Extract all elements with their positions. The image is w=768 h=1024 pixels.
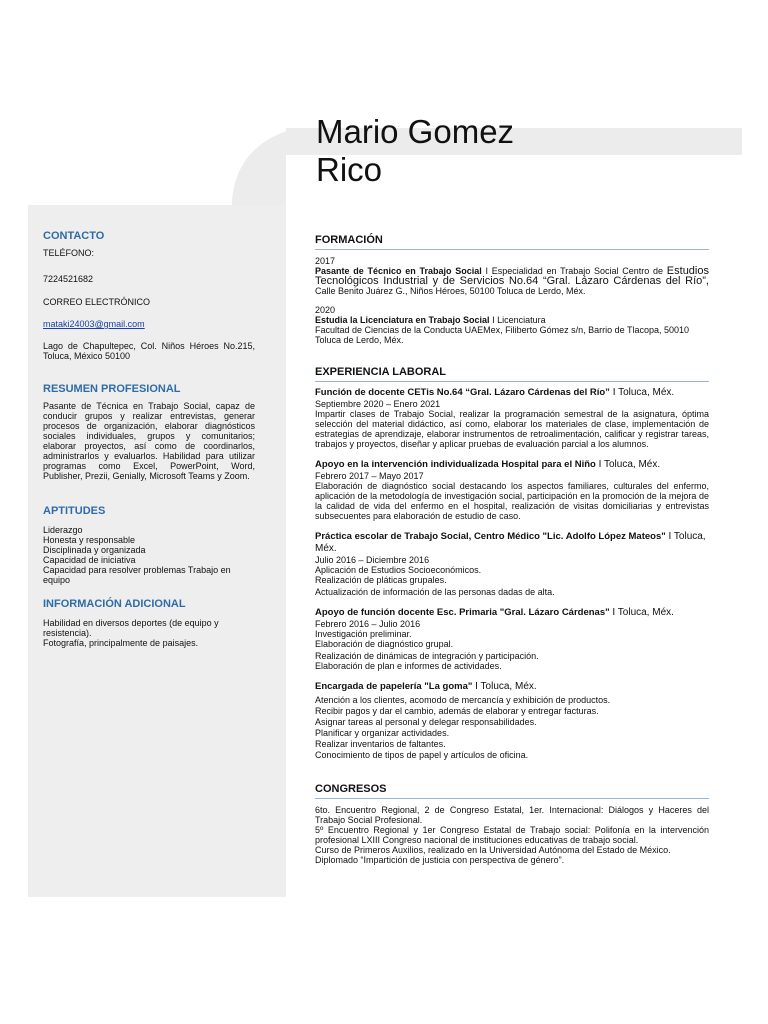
- job-location: I Toluca, Méx.: [609, 607, 674, 618]
- phone-number: 7224521682: [43, 274, 94, 284]
- candidate-name: [316, 113, 514, 189]
- job-title: Práctica escolar de Trabajo Social, Centro Médico "Lic. Adolfo López Mateos": [315, 531, 666, 542]
- job-task: Realización de pláticas grupales.: [315, 575, 447, 585]
- education-entry: [315, 305, 709, 345]
- job-description: Impartir clases de Trabajo Social, realizar la programación semestral de la asignatura, óptima selección del material didáctico, así como, elaborar los materiales de clase, implementación de estrategias de aprendizaje, elaborar instrumentos de retroalimentación, calificar y registrar tareas, trabajos y proyectos, diseñar y aplicar pruebas de evaluación parcial a los alumnos.: [315, 409, 709, 449]
- job-task: Elaboración de diagnóstico grupal.: [315, 639, 454, 649]
- experience-heading: EXPERIENCIA LABORAL: [315, 365, 709, 382]
- job-task: Recibir pagos y dar el cambio, además de elaborar y entregar facturas.: [315, 706, 599, 716]
- skills-heading: APTITUDES: [43, 505, 106, 517]
- summary-heading: RESUMEN PROFESIONAL: [43, 383, 181, 395]
- congress-item: Curso de Primeros Auxilios, realizado en la Universidad Autónoma del Estado de México.: [315, 845, 671, 855]
- skill-item: Liderazgo: [43, 525, 83, 535]
- education-heading: FORMACIÓN: [315, 233, 709, 250]
- congresses-heading: CONGRESOS: [315, 782, 709, 799]
- job-entry: [315, 607, 709, 671]
- job-dates: Julio 2016 – Diciembre 2016: [315, 555, 430, 565]
- job-task: Conocimiento de tipos de papel y artículos de oficina.: [315, 750, 529, 760]
- contact-heading: CONTACTO: [43, 230, 105, 242]
- congress-item: Diplomado “Impartición de justicia con perspectiva de género”.: [315, 855, 565, 865]
- job-task: Realizar inventarios de faltantes.: [315, 739, 446, 749]
- summary-text: Pasante de Técnica en Trabajo Social, capaz de conducir grupos y realizar entrevistas, generar procesos de organización, elaborar diagnósticos sociales individuales, grupos y comunitarios; elaborar proyectos, así como de coordinarlos, administrarlos y evaluarlos. Habilidad para utilizar programas como Excel, PowerPoint, Word, Publisher, Prezii, Genially, Microsoft Teams y Zoom.: [43, 401, 255, 481]
- job-entry: [315, 459, 709, 521]
- main-content: [315, 233, 709, 865]
- sidebar: [43, 230, 255, 648]
- education-institution: Estudios Tecnológicos Industrial y de Servicios No.64 “Gral. Lázaro Cárdenas del Río”,: [315, 265, 709, 287]
- job-description: Elaboración de diagnóstico social destacando los aspectos familiares, culturales del enfermo, aplicación de la metodología de investigación social, participación en la promoción de la mejora de la calidad de vida del enfermo en el hospital, realización de visitas domiciliarias y entrevistas subsecuentes para elaboración de estudio de caso.: [315, 481, 709, 521]
- email-label: CORREO ELECTRÓNICO: [43, 297, 151, 307]
- job-title: Función de docente CETis No.64 “Gral. Lázaro Cárdenas del Río”: [315, 387, 610, 398]
- education-year: 2017: [315, 256, 336, 266]
- job-task: Actualización de información de las personas dadas de alta.: [315, 587, 555, 597]
- job-dates: Septiembre 2020 – Enero 2021: [315, 399, 441, 409]
- skill-item: Honesta y responsable: [43, 535, 136, 545]
- job-task: Aplicación de Estudios Socioeconómicos.: [315, 565, 482, 575]
- job-location: I Toluca, Méx.: [609, 387, 675, 398]
- education-institution: Facultad de Ciencias de la Conducta UAEMex, Filiberto Gómez s/n, Barrio de Tlacopa, 50010 Toluca de Lerdo, Méx.: [315, 325, 690, 345]
- congress-item: 6to. Encuentro Regional, 2 de Congreso Estatal, 1er. Internacional: Diálogos y Haceres del Trabajo Social Profesional.: [315, 805, 709, 825]
- additional-item: Habilidad en diversos deportes (de equipo y resistencia).: [43, 618, 219, 638]
- job-title: Apoyo de función docente Esc. Primaria "Gral. Lázaro Cárdenas": [315, 607, 610, 618]
- job-dates: Febrero 2016 – Julio 2016: [315, 619, 421, 629]
- job-location: I Toluca, Méx.: [472, 681, 537, 692]
- education-title: Pasante de Técnico en Trabajo Social: [315, 266, 482, 276]
- education-detail: I Licenciatura: [489, 315, 546, 325]
- address: Lago de Chapultepec, Col. Niños Héroes No.215, Toluca, México 50100: [43, 341, 255, 361]
- job-dates: Febrero 2017 – Mayo 2017: [315, 471, 424, 481]
- skills-list: [43, 525, 255, 585]
- additional-heading: INFORMACIÓN ADICIONAL: [43, 598, 186, 610]
- education-entry: [315, 256, 709, 296]
- email-link[interactable]: mataki24003@gmail.com: [43, 319, 145, 329]
- congress-item: 5º Encuentro Regional y 1er Congreso Estatal de Trabajo social: Polifonía en la intervención profesional LXIII Congreso nacional de instituciones educativas de trabajo social.: [315, 825, 709, 845]
- education-detail: I Especialidad en Trabajo Social Centro de: [481, 266, 664, 276]
- job-location: I Toluca, Méx.: [595, 459, 661, 470]
- skill-item: Capacidad para resolver problemas Trabajo en equipo: [43, 565, 231, 585]
- job-entry: [315, 681, 709, 760]
- job-task: Asignar tareas al personal y delegar responsabilidades.: [315, 717, 537, 727]
- education-address: Calle Benito Juárez G., Niños Héroes, 50100 Toluca de Lerdo, Méx.: [315, 286, 586, 296]
- job-entry: [315, 531, 709, 597]
- name-line-2: Rico: [316, 151, 383, 188]
- job-title: Apoyo en la intervención individualizada Hospital para el Niño: [315, 459, 596, 470]
- phone-label: TELÉFONO:: [43, 248, 95, 258]
- education-year: 2020: [315, 305, 336, 315]
- job-title: Encargada de papelería "La goma": [315, 681, 473, 692]
- skill-item: Capacidad de iniciativa: [43, 555, 136, 565]
- job-task: Planificar y organizar actividades.: [315, 728, 450, 738]
- additional-item: Fotografía, principalmente de paisajes.: [43, 638, 199, 648]
- job-task: Investigación preliminar.: [315, 629, 412, 639]
- name-line-1: Mario Gomez: [316, 113, 515, 150]
- job-entry: [315, 387, 709, 449]
- congresses-list: [315, 805, 709, 865]
- job-task: Elaboración de plan e informes de actividades.: [315, 661, 502, 671]
- job-task: Realización de dinámicas de integración y participación.: [315, 651, 539, 661]
- job-task: Atención a los clientes, acomodo de mercancía y exhibición de productos.: [315, 695, 611, 705]
- education-title: Estudia la Licenciatura en Trabajo Social: [315, 315, 490, 325]
- job-location: I Toluca, Méx.: [315, 531, 706, 554]
- skill-item: Disciplinada y organizada: [43, 545, 146, 555]
